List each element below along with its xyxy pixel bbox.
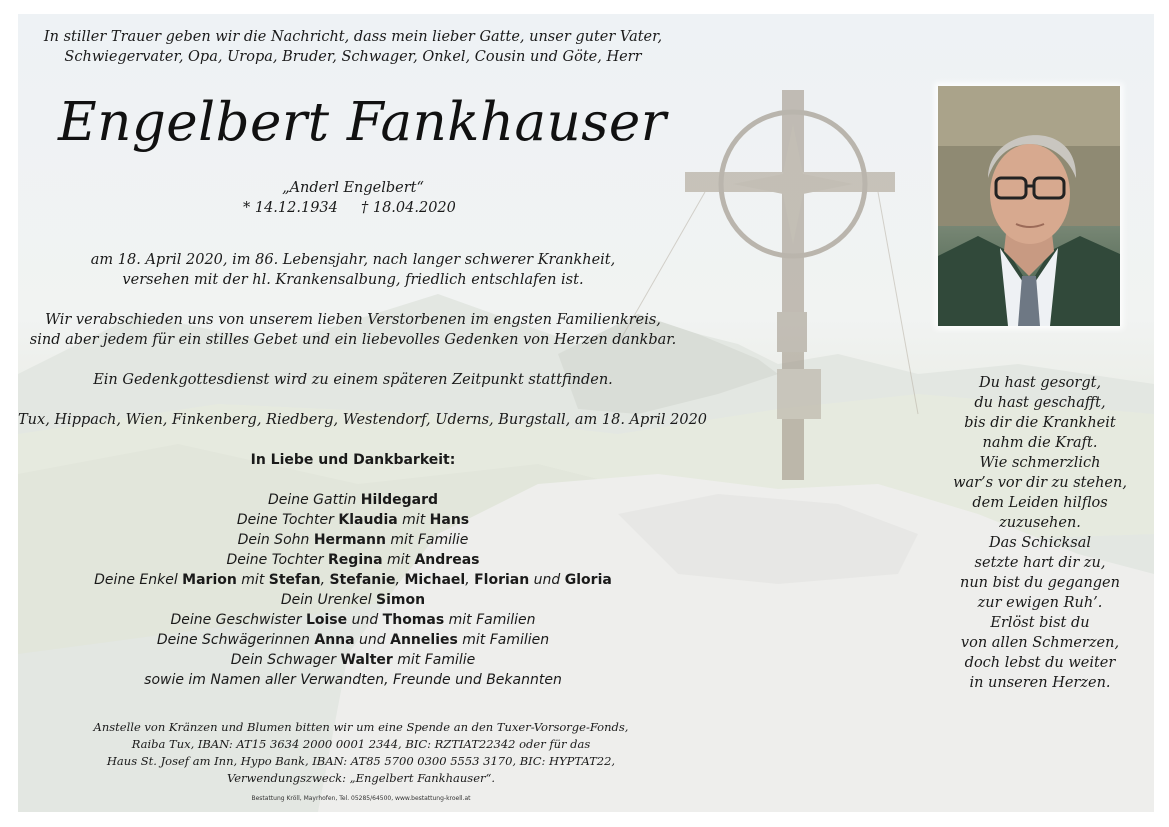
farewell-line-2: sind aber jedem für ein stilles Gebet und ein liebevolles Gedenken von Herzen dankbar. (29, 332, 677, 348)
portrait-illustration (938, 86, 1120, 326)
memorial-service-note: Ein Gedenkgottesdienst wird zu einem späteren Zeitpunkt stattfinden. (93, 372, 613, 388)
donation-line-2: Raiba Tux, IBAN: AT15 3634 2000 0001 2344, BIC: RZTIAT22342 oder für das (131, 737, 591, 751)
comma: , (320, 572, 326, 588)
death-notice-line-2: versehen mit der hl. Krankensalbung, friedlich entschlafen ist. (122, 272, 584, 288)
donation-line-1: Anstelle von Kränzen und Blumen bitten wir um eine Spende an den Tuxer-Vorsorge-Fonds, (93, 720, 629, 734)
thanks-heading: In Liebe und Dankbarkeit: (250, 452, 456, 468)
closing-text: sowie im Namen aller Verwandten, Freunde und Bekannten (144, 672, 562, 688)
death-notice-line-1: am 18. April 2020, im 86. Lebensjahr, nach langer schwerer Krankheit, (90, 252, 616, 268)
poem-line: bis dir die Krankheit (964, 415, 1116, 431)
family-member-name: Annelies (390, 632, 458, 648)
poem-line: zuzusehen. (999, 515, 1081, 531)
poem-line: in unseren Herzen. (969, 675, 1111, 691)
family-member-name: Andreas (414, 552, 480, 568)
family-line-tochter-1 (18, 512, 688, 528)
poem-line: nahm die Kraft. (982, 435, 1098, 451)
family-member-name: Loise (305, 612, 348, 628)
family-line-tochter-2 (18, 552, 688, 568)
relation-label: Deine Geschwister (170, 612, 302, 628)
family-member-name: Hildegard (360, 492, 439, 508)
family-member-name: Regina (328, 552, 383, 568)
comma: , (465, 572, 470, 588)
family-line-geschwister (18, 612, 688, 628)
relation-label: Dein Sohn (237, 532, 310, 548)
relation-label: Deine Tochter (236, 512, 334, 528)
memorial-poem (940, 373, 1140, 693)
places-and-date: Tux, Hippach, Wien, Finkenberg, Riedberg, Westendorf, Uderns, Burgstall, am 18. April 2020 (18, 412, 708, 428)
poem-line: Erlöst bist du (990, 615, 1090, 631)
family-member-name: Walter (340, 652, 393, 668)
family-member-name: Stefanie (329, 572, 396, 588)
family-member-name: Gloria (564, 572, 612, 588)
family-line-schwaegerinnen (18, 632, 688, 648)
connector-text: und (533, 572, 561, 588)
family-member-name: Marion (182, 572, 237, 588)
relation-label: Deine Schwägerinnen (156, 632, 310, 648)
relation-label: Dein Schwager (230, 652, 337, 668)
relation-label: Deine Tochter (226, 552, 324, 568)
connector-text: mit (402, 512, 426, 528)
family-line-urenkel (18, 592, 688, 608)
poem-line: zur ewigen Ruh’. (977, 595, 1103, 611)
poem-line: dem Leiden hilflos (972, 495, 1108, 511)
poem-line: Das Schicksal (989, 535, 1091, 551)
connector-text: mit Familie (397, 652, 476, 668)
connector-text: mit Familien (448, 612, 536, 628)
death-date: † 18.04.2020 (361, 200, 456, 216)
birth-date: * 14.12.1934 (243, 200, 338, 216)
cross-star (733, 124, 853, 244)
nickname: „Anderl Engelbert“ (282, 180, 424, 196)
family-line-schwager (18, 652, 688, 668)
connector-text: mit (386, 552, 411, 568)
relation-label: Dein Urenkel (280, 592, 372, 608)
family-member-name: Klaudia (338, 512, 398, 528)
undertaker-info: Bestattung Kröll, Mayrhofen, Tel. 05285/64500, www.bestattung-kroell.at (251, 795, 471, 802)
family-member-name: Stefan (268, 572, 321, 588)
connector-text: und (359, 632, 386, 648)
comma: , (395, 572, 400, 588)
poem-line: Du hast gesorgt, (978, 375, 1102, 391)
cross-plaque (777, 312, 807, 352)
relation-label: Deine Gattin (267, 492, 357, 508)
family-line-sohn (18, 532, 688, 548)
connector-text: mit (241, 572, 265, 588)
family-member-name: Michael (404, 572, 466, 588)
family-member-name: Hermann (313, 532, 386, 548)
family-member-name: Florian (474, 572, 530, 588)
connector-text: und (351, 612, 379, 628)
poem-line: von allen Schmerzen, (960, 635, 1120, 651)
family-line-gattin (18, 492, 688, 508)
deceased-name: Engelbert Fankhauser (58, 92, 667, 153)
family-line-closing (18, 672, 688, 688)
intro-line-2: Schwiegervater, Opa, Uropa, Bruder, Schwager, Onkel, Cousin und Göte, Herr (64, 49, 642, 65)
family-line-enkel (18, 572, 688, 588)
family-member-name: Thomas (382, 612, 445, 628)
poem-line: war’s vor dir zu stehen, (953, 475, 1127, 491)
family-member-name: Anna (314, 632, 355, 648)
intro-line-1: In stiller Trauer geben wir die Nachricht, dass mein lieber Gatte, unser guter Vater, (43, 29, 663, 45)
face (990, 144, 1070, 244)
family-member-name: Simon (376, 592, 426, 608)
poem-line: Wie schmerzlich (979, 455, 1101, 471)
poem-line: nun bist du gegangen (960, 575, 1120, 591)
family-member-name: Hans (429, 512, 470, 528)
connector-text: mit Familie (390, 532, 469, 548)
donation-line-3: Haus St. Josef am Inn, Hypo Bank, IBAN: AT85 5700 0300 5553 3170, BIC: HYPTAT22, (106, 754, 616, 768)
poem-line: du hast geschafft, (974, 395, 1106, 411)
farewell-line-1: Wir verabschieden uns von unserem lieben Verstorbenen im engsten Familienkreis, (45, 312, 661, 328)
connector-text: mit Familien (462, 632, 550, 648)
relation-label: Deine Enkel (94, 572, 178, 588)
summit-book-box (777, 369, 821, 419)
poem-line: doch lebst du weiter (964, 655, 1116, 671)
donation-line-4: Verwendungszweck: „Engelbert Fankhauser“. (226, 771, 496, 785)
portrait-photo (938, 86, 1120, 326)
poem-line: setzte hart dir zu, (974, 555, 1106, 571)
